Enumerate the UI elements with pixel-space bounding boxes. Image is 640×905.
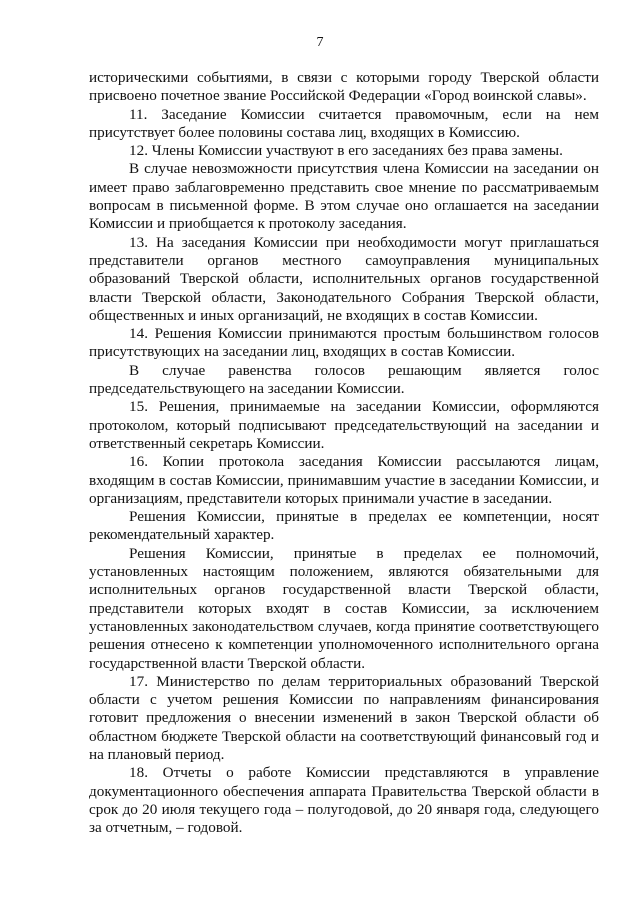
paragraph: 13. На заседания Комиссии при необходимости могут приглашаться представители органов местного самоуправления муниципальных образований Тверской области, исполнительных органов государственной власти Тверской области, Законодательного Собрания Тверской области, общественных и иных организаций, не входящих в состав Комиссии. [89,233,599,324]
page-number: 7 [316,35,324,50]
paragraph: 16. Копии протокола заседания Комиссии рассылаются лицам, входящим в состав Комиссии, принимавшим участие в заседании Комиссии, и организациям, представители которых принимали участие в заседании. [89,453,599,507]
paragraph: историческими событиями, в связи с которыми городу Тверской области присвоено почетное звание Российской Федерации «Город воинской славы». [89,69,599,105]
paragraph: 14. Решения Комиссии принимаются простым большинством голосов присутствующих на заседании лиц, входящих в состав Комиссии. [89,325,599,361]
paragraph: 12. Члены Комиссии участвуют в его заседаниях без права замены. [129,142,563,160]
paragraph: Решения Комиссии, принятые в пределах ее полномочий, установленных настоящим положением, являются обязательными для исполнительных органов государственной власти Тверской области, представители которых входят в состав Комиссии, за исключением установленных законодательством случаев, когда принятие соответствующего решения отнесено к компетенции уполномоченного исполнительного органа государственной власти Тверской области. [89,544,599,672]
paragraph: 18. Отчеты о работе Комиссии представляются в управление документационного обеспечения аппарата Правительства Тверской области в срок до 20 июля текущего года – полугодовой, до 20 января года, следующего за отчетным, – годовой. [89,764,599,837]
paragraph: 15. Решения, принимаемые на заседании Комиссии, оформляются протоколом, который подписывают председательствующий на заседании и ответственный секретарь Комиссии. [89,398,599,452]
paragraph: Решения Комиссии, принятые в пределах ее компетенции, носят рекомендательный характер. [89,508,599,544]
paragraph: 11. Заседание Комиссии считается правомочным, если на нем присутствует более половины состава лиц, входящих в Комиссию. [89,105,599,141]
document-body [89,69,599,837]
paragraph: В случае невозможности присутствия члена Комиссии на заседании он имеет право заблаговременно представить свое мнение по рассматриваемым вопросам в письменной форме. В этом случае оно оглашается на заседании Комиссии и приобщается к протоколу заседания. [89,160,599,233]
paragraph: 17. Министерство по делам территориальных образований Тверской области с учетом решения Комиссии по направлениям финансирования готовит предложения о внесении изменений в закон Тверской области об областном бюджете Тверской области на соответствующий финансовый год и на плановый период. [89,672,599,763]
paragraph: В случае равенства голосов решающим является голос председательствующего на заседании Комиссии. [89,361,599,398]
